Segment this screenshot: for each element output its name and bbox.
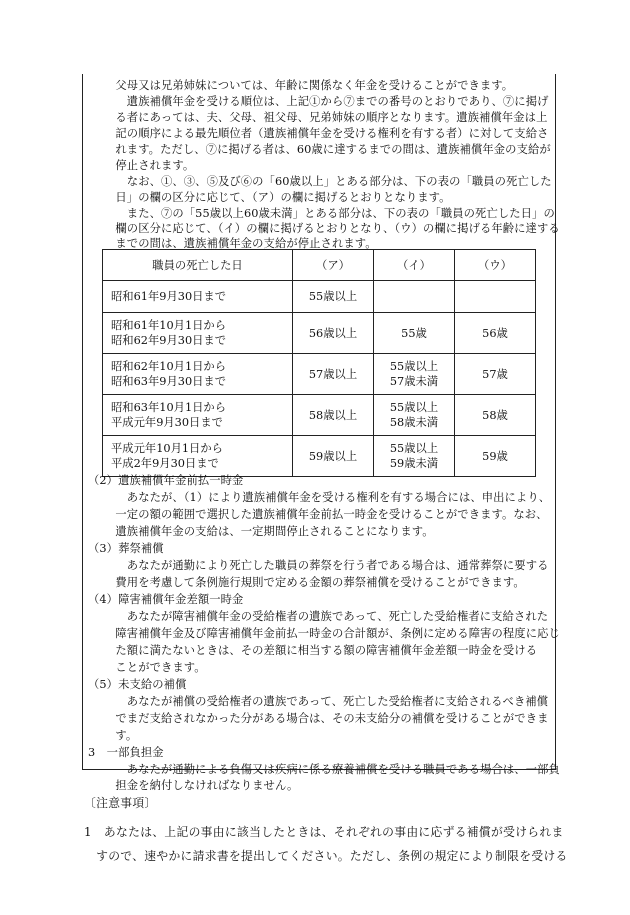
text-line: 担金を納付しなければなりません。 xyxy=(104,779,299,792)
section-heading: （3）葬祭補償 xyxy=(88,542,164,555)
text-line: また、⑦の「55歳以上60歳未満」とある部分は、下の表の「職員の死亡した日」の xyxy=(104,207,555,220)
text-line: 一定の額の範囲で選択した遺族補償年金前払一時金を受けることができます。なお、 xyxy=(104,508,548,521)
text-line: す。 xyxy=(104,729,138,742)
text-line: 遺族補償年金の支給は、一定期間停止されることになります。 xyxy=(104,525,434,538)
text-line: 遺族補償年金を受ける順位は、上記①から⑦までの番号のとおりであり、⑦に掲げ xyxy=(104,95,549,108)
cell-u: 57歳 xyxy=(455,354,536,395)
text-line: 停止されます。 xyxy=(104,159,195,172)
table-row xyxy=(103,354,536,395)
table-row xyxy=(103,281,536,313)
note-line: 1 あなたは、上記の事由に該当したときは、それぞれの事由に応ずる補償が受けられま xyxy=(84,825,564,839)
section-heading: （2）遺族補償年金前払一時金 xyxy=(88,474,244,487)
text-line: ことができます。 xyxy=(104,661,206,674)
text-line: なお、①、③、⑤及び⑥の「60歳以上」とある部分は、下の表の「職員の死亡した xyxy=(104,175,552,188)
cell-date: 昭和62年10月1日から 昭和63年9月30日まで xyxy=(103,354,293,395)
cell-i xyxy=(374,281,455,313)
table-row xyxy=(103,436,536,477)
cell-a: 59歳以上 xyxy=(293,436,374,477)
header-date: 職員の死亡した日 xyxy=(103,250,293,281)
cell-date: 昭和63年10月1日から 平成元年9月30日まで xyxy=(103,395,293,436)
text-line: 日」の欄の区分に応じて、（ア）の欄に掲げるとおりとなります。 xyxy=(104,191,451,204)
text-line: 父母又は兄弟姉妹については、年齢に関係なく年金を受けることができます。 xyxy=(104,79,514,92)
cell-date: 昭和61年9月30日まで xyxy=(103,281,293,313)
header-u: （ウ） xyxy=(455,250,536,281)
section-heading: （4）障害補償年金差額一時金 xyxy=(88,593,244,606)
text-line: る者にあっては、夫、父母、祖父母、兄弟姉妹の順序となります。遺族補償年金は上 xyxy=(104,111,548,124)
text-line: あなたが通勤により死亡した職員の葬祭を行う者である場合は、通常葬祭に要する xyxy=(104,559,549,572)
cell-i: 55歳以上 58歳未満 xyxy=(374,395,455,436)
text-line: でまだ支給されなかった分がある場合は、その未支給分の補償を受けることができま xyxy=(104,712,549,725)
cell-date: 平成元年10月1日から 平成2年9月30日まで xyxy=(103,436,293,477)
age-table xyxy=(102,249,536,477)
cell-u: 58歳 xyxy=(455,395,536,436)
cell-i: 55歳以上 59歳未満 xyxy=(374,436,455,477)
cell-u: 59歳 xyxy=(455,436,536,477)
text-line: あなたが補償の受給権者の遺族であって、死亡した受給権者に支給されるべき補償 xyxy=(104,695,549,708)
table-row xyxy=(103,395,536,436)
text-line: あなたが、（1）により遺族補償年金を受ける権利を有する場合には、申出により、 xyxy=(104,491,551,504)
header-i: （イ） xyxy=(374,250,455,281)
text-line: た額に満たないときは、その差額に相当する額の障害補償年金差額一時金を受ける xyxy=(104,644,538,657)
text-line: 記の順序による最先順位者（遺族補償年金を受ける権利を有する者）に対して支給さ xyxy=(104,127,549,140)
text-line: あなたが通勤による負傷又は疾病に係る療養補償を受ける職員である場合は、一部負 xyxy=(104,763,560,776)
note-line: すので、速やかに請求書を提出してください。ただし、条例の規定により制限を受ける xyxy=(84,849,568,863)
cell-a: 56歳以上 xyxy=(293,313,374,354)
notes-heading: 〔注意事項〕 xyxy=(84,796,157,810)
cell-i: 55歳以上 57歳未満 xyxy=(374,354,455,395)
cell-u xyxy=(455,281,536,313)
cell-u: 56歳 xyxy=(455,313,536,354)
cell-a: 58歳以上 xyxy=(293,395,374,436)
text-line: あなたが障害補償年金の受給権者の遺族であって、死亡した受給権者に支給された xyxy=(104,610,549,623)
cell-a: 55歳以上 xyxy=(293,281,374,313)
text-line: 費用を考慮して条例施行規則で定める金額の葬祭補償を受けることができます。 xyxy=(104,576,525,589)
section-heading: （5）未支給の補償 xyxy=(88,678,187,691)
text-line: までの間は、遺族補償年金の支給が停止されます。 xyxy=(104,237,377,250)
text-line: れます。ただし、⑦に掲げる者は、60歳に達するまでの間は、遺族補償年金の支給が xyxy=(104,143,551,156)
cell-date: 昭和61年10月1日から 昭和62年9月30日まで xyxy=(103,313,293,354)
section-heading: 3 一部負担金 xyxy=(88,746,164,759)
cell-i: 55歳 xyxy=(374,313,455,354)
text-line: 欄の区分に応じて、（イ）の欄に掲げるとおりとなり、（ウ）の欄に掲げる年齢に達する xyxy=(104,222,560,235)
header-a: （ア） xyxy=(293,250,374,281)
table-header-row xyxy=(103,250,536,281)
cell-a: 57歳以上 xyxy=(293,354,374,395)
text-line: 障害補償年金及び障害補償年金前払一時金の合計額が、条例に定める障害の程度に応じ xyxy=(104,627,560,640)
table-row xyxy=(103,313,536,354)
